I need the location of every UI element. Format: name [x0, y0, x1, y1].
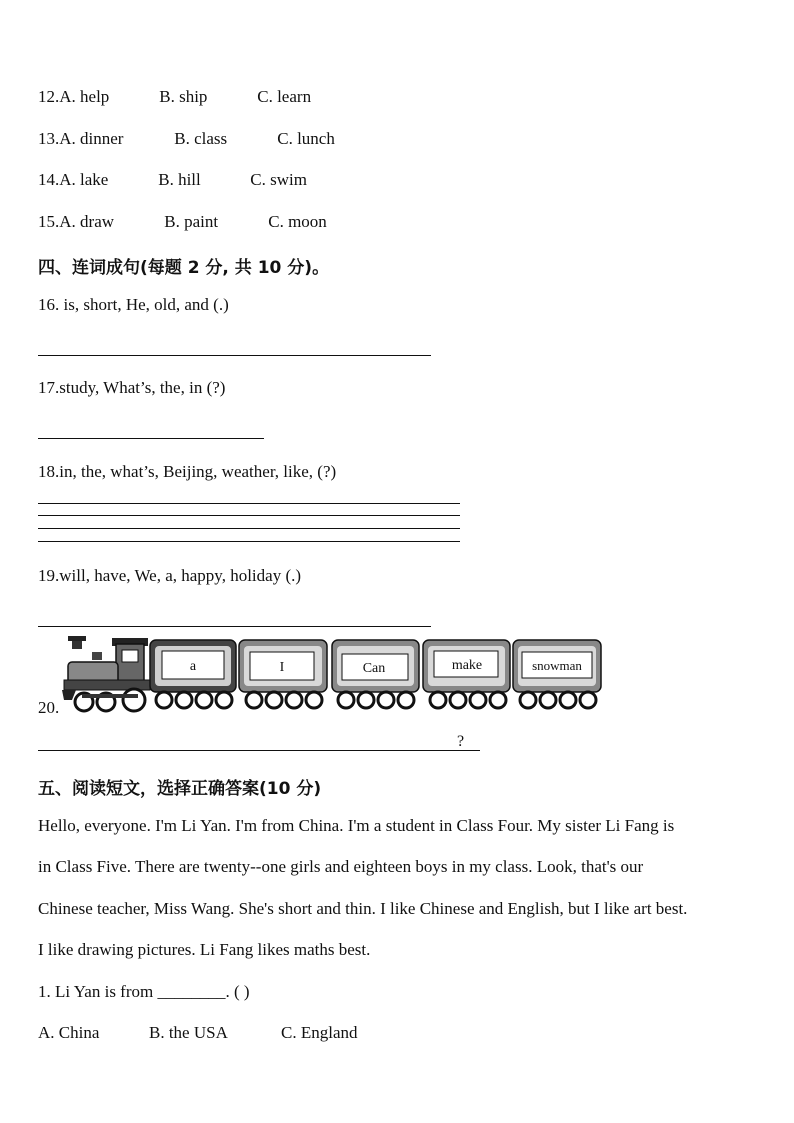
wagon-4	[423, 640, 510, 708]
option-a: A. help	[59, 87, 110, 106]
passage-line-3: Chinese teacher, Miss Wang. She's short and thin. I like Chinese and English, but I like art best.	[38, 899, 688, 918]
passage-line-2: in Class Five. There are twenty--one girls and eighteen boys in my class. Look, that's our	[38, 857, 644, 876]
option-c: C. swim	[250, 170, 307, 189]
option-a: A. draw	[59, 212, 115, 231]
wagon-word-5: snowman	[532, 658, 582, 673]
question-18: 18.in, the, what’s, Beijing, weather, like, (?)	[38, 462, 337, 481]
option-a: A. dinner	[59, 129, 124, 148]
answer-line-18d[interactable]	[38, 541, 460, 542]
answer-end-mark-20: ?	[457, 733, 465, 750]
question-number: 13.	[38, 129, 60, 148]
option-b: B. paint	[164, 212, 219, 231]
wagon-3	[332, 640, 419, 708]
answer-line-17[interactable]	[38, 438, 264, 439]
question-20-number: 20.	[38, 698, 60, 717]
question-17: 17.study, What’s, the, in (?)	[38, 378, 226, 397]
option-a: A. China	[38, 1023, 100, 1042]
choice-row-14	[38, 170, 307, 190]
reading-question-1-options	[38, 1023, 358, 1043]
locomotive-icon	[62, 636, 150, 711]
wagon-word-2: I	[279, 660, 285, 675]
wagon-word-1: a	[189, 659, 197, 674]
option-b: B. hill	[158, 170, 201, 189]
question-number: 14.	[38, 170, 60, 189]
wagon-word-3: Can	[362, 661, 386, 676]
option-c: C. moon	[268, 212, 327, 231]
wagon-word-4: make	[451, 658, 483, 673]
answer-line-18a[interactable]	[38, 503, 460, 504]
choice-row-15	[38, 212, 327, 232]
option-b: B. the USA	[149, 1023, 228, 1042]
answer-line-19[interactable]	[38, 626, 431, 627]
question-number: 15.	[38, 212, 60, 231]
passage-line-1: Hello, everyone. I'm Li Yan. I'm from China. I'm a student in Class Four. My sister Li Fang is	[38, 816, 675, 835]
wagon-1	[150, 640, 236, 708]
wagon-5	[513, 640, 601, 708]
reading-question-1: 1. Li Yan is from ________. ( )	[38, 982, 250, 1001]
question-16: 16. is, short, He, old, and (.)	[38, 295, 229, 314]
question-number: 12.	[38, 87, 60, 106]
choice-row-12	[38, 87, 311, 107]
answer-line-16[interactable]	[38, 355, 431, 356]
section-4-heading: 四、连词成句(每题 2 分, 共 10 分)。	[38, 258, 330, 278]
question-19: 19.will, have, We, a, happy, holiday (.)	[38, 566, 302, 585]
wagon-2	[239, 640, 327, 708]
option-c: C. lunch	[277, 129, 335, 148]
option-b: B. class	[174, 129, 228, 148]
passage-line-4: I like drawing pictures. Li Fang likes maths best.	[38, 940, 371, 959]
option-a: A. lake	[59, 170, 109, 189]
train-picture	[62, 636, 602, 716]
option-c: C. learn	[257, 87, 312, 106]
answer-line-18c[interactable]	[38, 528, 460, 529]
option-c: C. England	[281, 1023, 358, 1042]
answer-line-20[interactable]	[38, 750, 480, 751]
answer-line-18b[interactable]	[38, 515, 460, 516]
option-b: B. ship	[159, 87, 208, 106]
section-5-heading: 五、阅读短文，选择正确答案(10 分)	[38, 779, 322, 799]
choice-row-13	[38, 129, 335, 149]
